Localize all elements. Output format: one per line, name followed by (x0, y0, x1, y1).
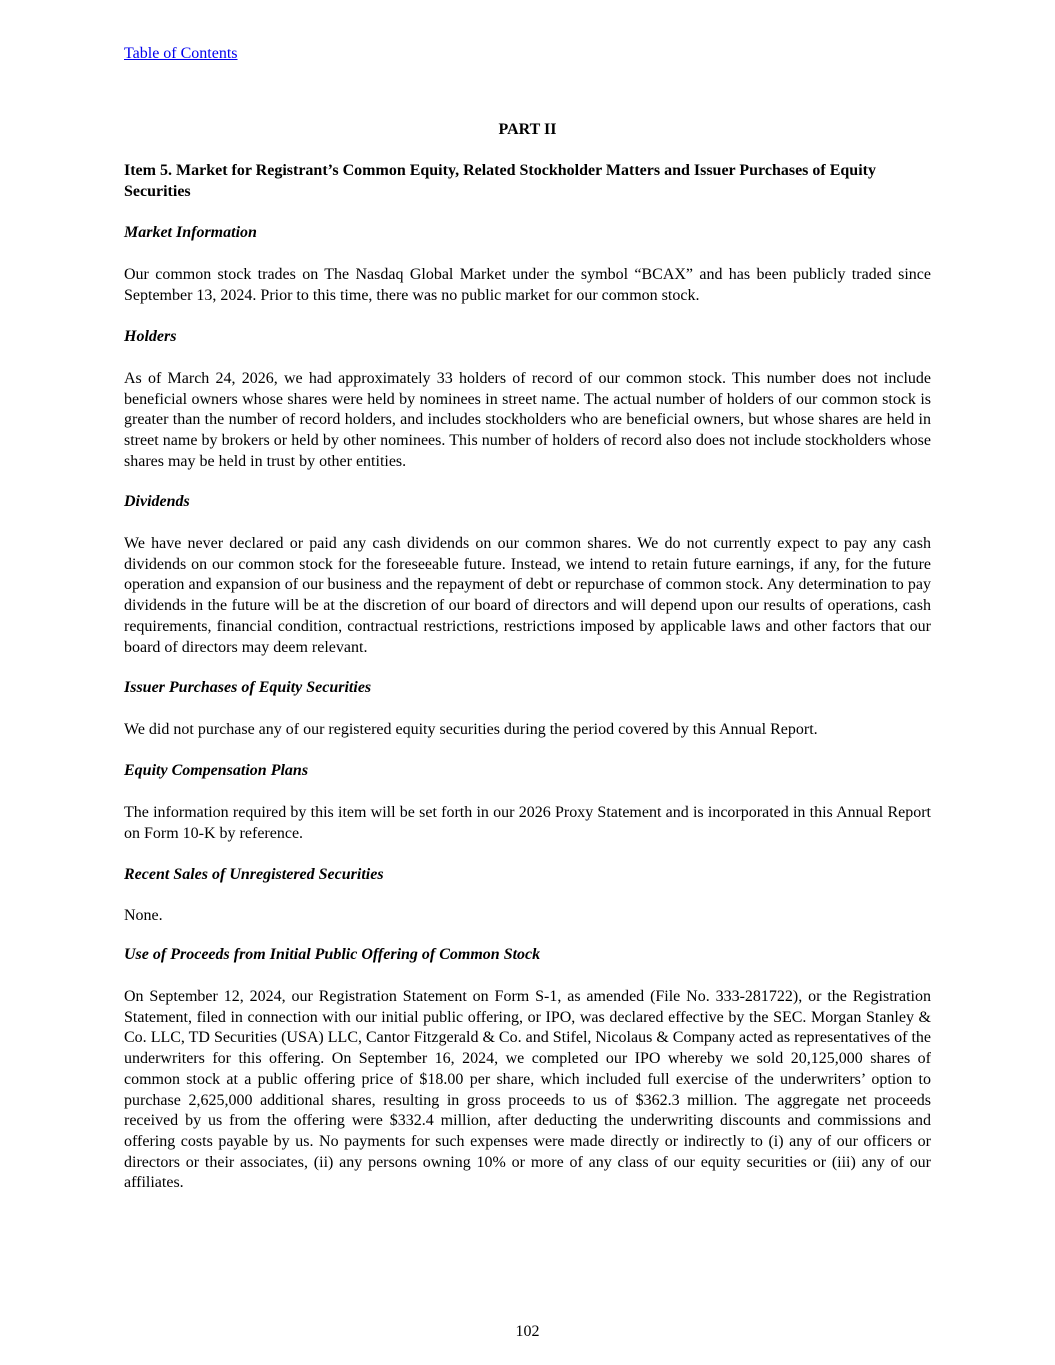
section-heading-dividends: Dividends (124, 493, 190, 510)
paragraph-market-information: Our common stock trades on The Nasdaq Global Market under the symbol “BCAX” and has been publicly traded since September 13, 2024. Prior to this time, there was no public market for our common stock. (124, 266, 931, 304)
section-heading-use-of-proceeds: Use of Proceeds from Initial Public Offering of Common Stock (124, 946, 541, 963)
paragraph-recent-sales: None. (124, 907, 163, 924)
paragraph-holders: As of March 24, 2026, we had approximately 33 holders of record of our common stock. This number does not include beneficial owners whose shares were held by nominees in street name. The actual number of holders of our common stock is greater than the number of record holders, and includes stockholders who are beneficial owners, but whose shares are held in street name by brokers or held by other nominees. This number of holders of record also does not include stockholders whose shares may be held in trust by other entities. (124, 370, 931, 470)
part-heading: PART II (498, 121, 557, 138)
item-title: Item 5. Market for Registrant’s Common Equity, Related Stockholder Matters and Issuer Purchases of Equity Securities (124, 162, 876, 200)
section-heading-market-information: Market Information (124, 224, 257, 241)
section-heading-issuer-purchases: Issuer Purchases of Equity Securities (124, 679, 372, 696)
section-heading-recent-sales: Recent Sales of Unregistered Securities (124, 866, 384, 883)
paragraph-equity-compensation: The information required by this item will be set forth in our 2026 Proxy Statement and is incorporated in this Annual Report on Form 10-K by reference. (124, 804, 931, 842)
table-of-contents-link[interactable]: Table of Contents (124, 45, 238, 62)
section-heading-holders: Holders (124, 328, 177, 345)
paragraph-use-of-proceeds: On September 12, 2024, our Registration Statement on Form S-1, as amended (File No. 333-281722), or the Registration Statement, filed in connection with our initial public offering, or IPO, was declared effective by the SEC. Morgan Stanley & Co. LLC, TD Securities (USA) LLC, Cantor Fitzgerald & Co. and Stifel, Nicolaus & Company acted as representatives of the underwriters for this offering. On September 16, 2024, we completed our IPO whereby we sold 20,125,000 shares of common stock at a public offering price of $18.00 per share, which included full exercise of the underwriters’ option to purchase 2,625,000 additional shares, resulting in gross proceeds to us of $362.3 million. The aggregate net proceeds received by us from the offering were $332.4 million, after deducting the underwriting discounts and commissions and offering costs payable by us. No payments for such expenses were made directly or indirectly to (i) any of our officers or directors or their associates, (ii) any persons owning 10% or more of any class of our equity securities or (iii) any of our affiliates. (124, 988, 931, 1192)
paragraph-dividends: We have never declared or paid any cash dividends on our common shares. We do not currently expect to pay any cash dividends on our common stock for the foreseeable future. Instead, we intend to retain future earnings, if any, for the future operation and expansion of our business and the repayment of debt or repurchase of common stock. Any determination to pay dividends in the future will be at the discretion of our board of directors and will depend upon our results of operations, cash requirements, financial condition, contractual restrictions, restrictions imposed by applicable laws and other factors that our board of directors may deem relevant. (124, 535, 931, 656)
paragraph-issuer-purchases: We did not purchase any of our registered equity securities during the period covered by this Annual Report. (124, 721, 818, 738)
page-number: 102 (515, 1323, 540, 1340)
section-heading-equity-compensation: Equity Compensation Plans (124, 762, 309, 779)
